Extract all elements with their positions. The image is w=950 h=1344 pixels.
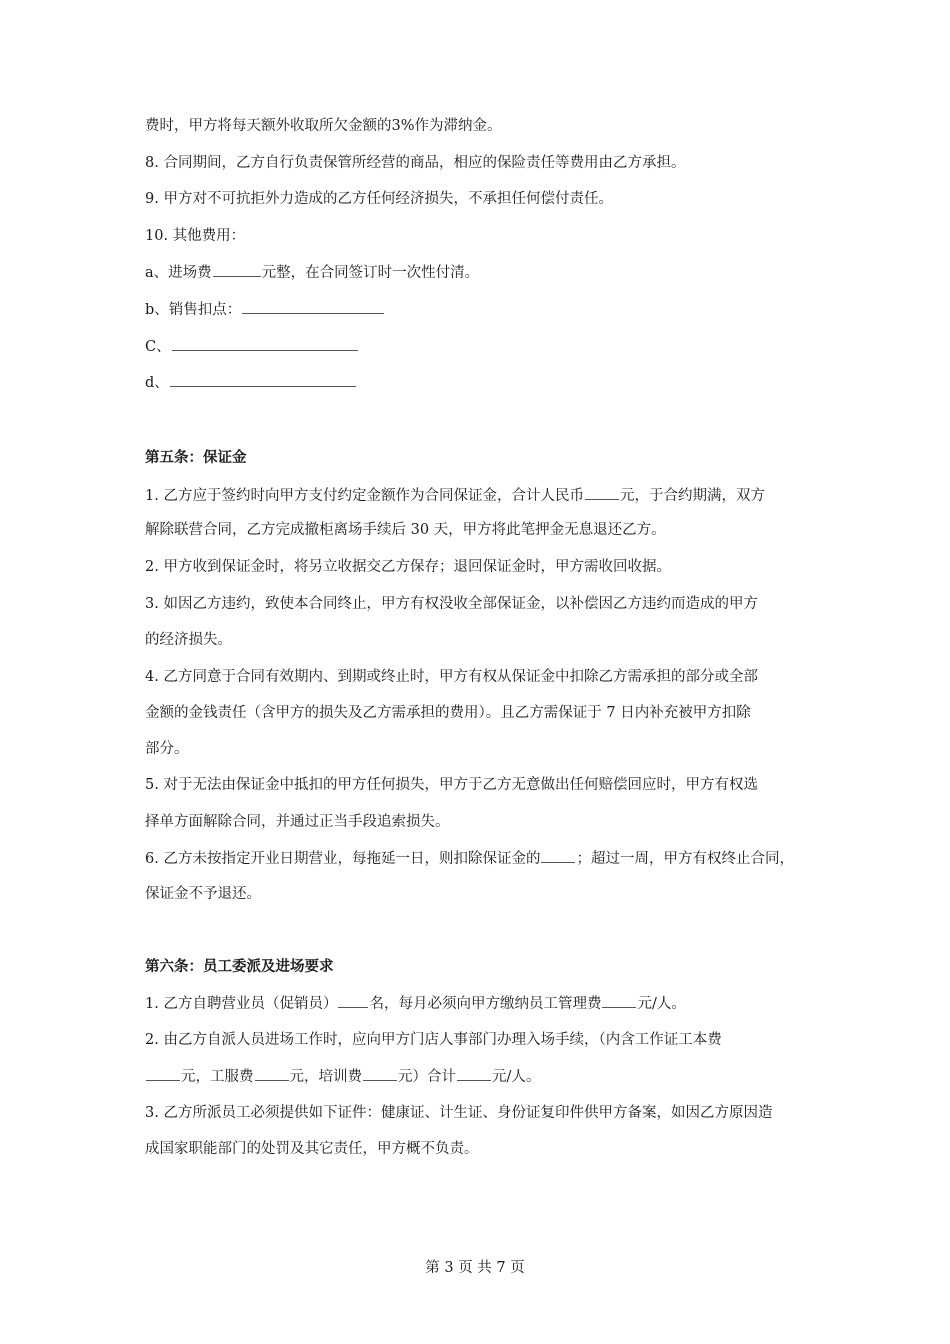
clause-4-10a-suffix: 元整，在合同签订时一次性付清。 <box>261 265 480 281</box>
clause-6-2-part-b: 元，培训费 <box>289 1069 362 1085</box>
clause-4-9: 9. 甲方对不可抗拒外力造成的乙方任何经济损失，不承担任何偿付责任。 <box>145 191 613 207</box>
clause-6-2-part-c: 元）合计 <box>398 1069 456 1085</box>
clause-4-10a-prefix: a、进场费 <box>145 265 212 281</box>
blank-total-fee <box>457 1066 491 1081</box>
clause-5-1-line1 <box>145 485 765 506</box>
clause-6-1 <box>145 993 686 1014</box>
clause-5-5-line1: 5. 对于无法由保证金中抵扣的甲方任何损失，甲方于乙方无意做出任何赔偿回应时，甲方有权选 <box>145 777 758 793</box>
clause-5-1-line2: 解除联营合同，乙方完成撤柜离场手续后 30 天，甲方将此笔押金无息退还乙方。 <box>145 522 666 538</box>
clause-4-10c-label: C、 <box>145 339 171 355</box>
blank-uniform-fee <box>255 1066 289 1081</box>
clause-5-6-suffix: ；超过一周，甲方有权终止合同， <box>576 851 794 867</box>
clause-5-4-line1: 4. 乙方同意于合同有效期内、到期或终止时，甲方有权从保证金中扣除乙方需承担的部分或全部 <box>145 669 758 685</box>
clause-6-1-prefix: 1. 乙方自聘营业员（促销员） <box>145 996 338 1012</box>
clause-4-10d <box>145 372 357 393</box>
page-number-footer: 第 3 页 共 7 页 <box>425 1260 525 1276</box>
clause-5-3-line2: 的经济损失。 <box>145 632 232 648</box>
clause-5-6-prefix: 6. 乙方未按指定开业日期营业，每拖延一日，则扣除保证金的 <box>145 851 541 867</box>
clause-5-2: 2. 甲方收到保证金时，将另立收据交乙方保存；退回保证金时，甲方需收回收据。 <box>145 559 671 575</box>
clause-4-10c <box>145 336 359 357</box>
section-6-heading: 第六条：员工委派及进场要求 <box>145 958 334 975</box>
clause-5-1-suffix: 元，于合约期满，双方 <box>619 488 765 504</box>
blank-management-fee <box>602 993 636 1008</box>
clause-4-7-continuation: 费时，甲方将每天额外收取所欠金额的3%作为滞纳金。 <box>145 118 502 134</box>
clause-6-2-line2 <box>145 1066 540 1087</box>
clause-5-6-line1 <box>145 848 794 869</box>
blank-sales-commission <box>242 299 384 314</box>
clause-5-3-line1: 3. 如因乙方违约，致使本合同终止，甲方有权没收全部保证金，以补偿因乙方违约而造成的甲方 <box>145 596 758 612</box>
blank-other-fee-d <box>170 372 356 387</box>
clause-6-3-line1: 3. 乙方所派员工必须提供如下证件：健康证、计生证、身份证复印件供甲方备案，如因乙方原因造 <box>145 1105 773 1121</box>
clause-4-10a <box>145 262 479 283</box>
clause-4-10d-label: d、 <box>145 375 169 391</box>
clause-4-10b <box>145 299 385 320</box>
blank-training-fee <box>363 1066 397 1081</box>
blank-daily-deduction <box>541 848 575 863</box>
clause-5-5-line2: 择单方面解除合同，并通过正当手段追索损失。 <box>145 814 450 830</box>
blank-staff-count <box>338 993 368 1008</box>
clause-6-2-part-d: 元/人。 <box>492 1069 541 1085</box>
blank-entry-fee <box>213 262 261 277</box>
clause-5-1-prefix: 1. 乙方应于签约时向甲方支付约定金额作为合同保证金，合计人民币 <box>145 488 584 504</box>
clause-4-10b-label: b、销售扣点： <box>145 302 242 318</box>
clause-5-6-line2: 保证金不予退还。 <box>145 886 261 902</box>
clause-6-3-line2: 成国家职能部门的处罚及其它责任，甲方概不负责。 <box>145 1141 479 1157</box>
blank-badge-fee <box>146 1066 180 1081</box>
clause-6-1-suffix: 元/人。 <box>637 996 686 1012</box>
clause-4-8: 8. 合同期间，乙方自行负责保管所经营的商品，相应的保险责任等费用由乙方承担。 <box>145 155 686 171</box>
clause-5-4-line2: 金额的金钱责任（含甲方的损失及乙方需承担的费用）。且乙方需保证于 7 日内补充被甲方扣除 <box>145 705 751 721</box>
section-5-heading: 第五条：保证金 <box>145 449 247 466</box>
clause-6-2-part-a: 元，工服费 <box>181 1069 254 1085</box>
clause-6-1-middle: 名，每月必须向甲方缴纳员工管理费 <box>369 996 602 1012</box>
blank-other-fee-c <box>172 336 358 351</box>
clause-5-4-line3: 部分。 <box>145 741 189 757</box>
clause-6-2-line1: 2. 由乙方自派人员进场工作时，应向甲方门店人事部门办理入场手续，（内含工作证工本费 <box>145 1032 722 1048</box>
blank-deposit-amount <box>585 485 619 500</box>
clause-4-10: 10. 其他费用： <box>145 228 246 244</box>
